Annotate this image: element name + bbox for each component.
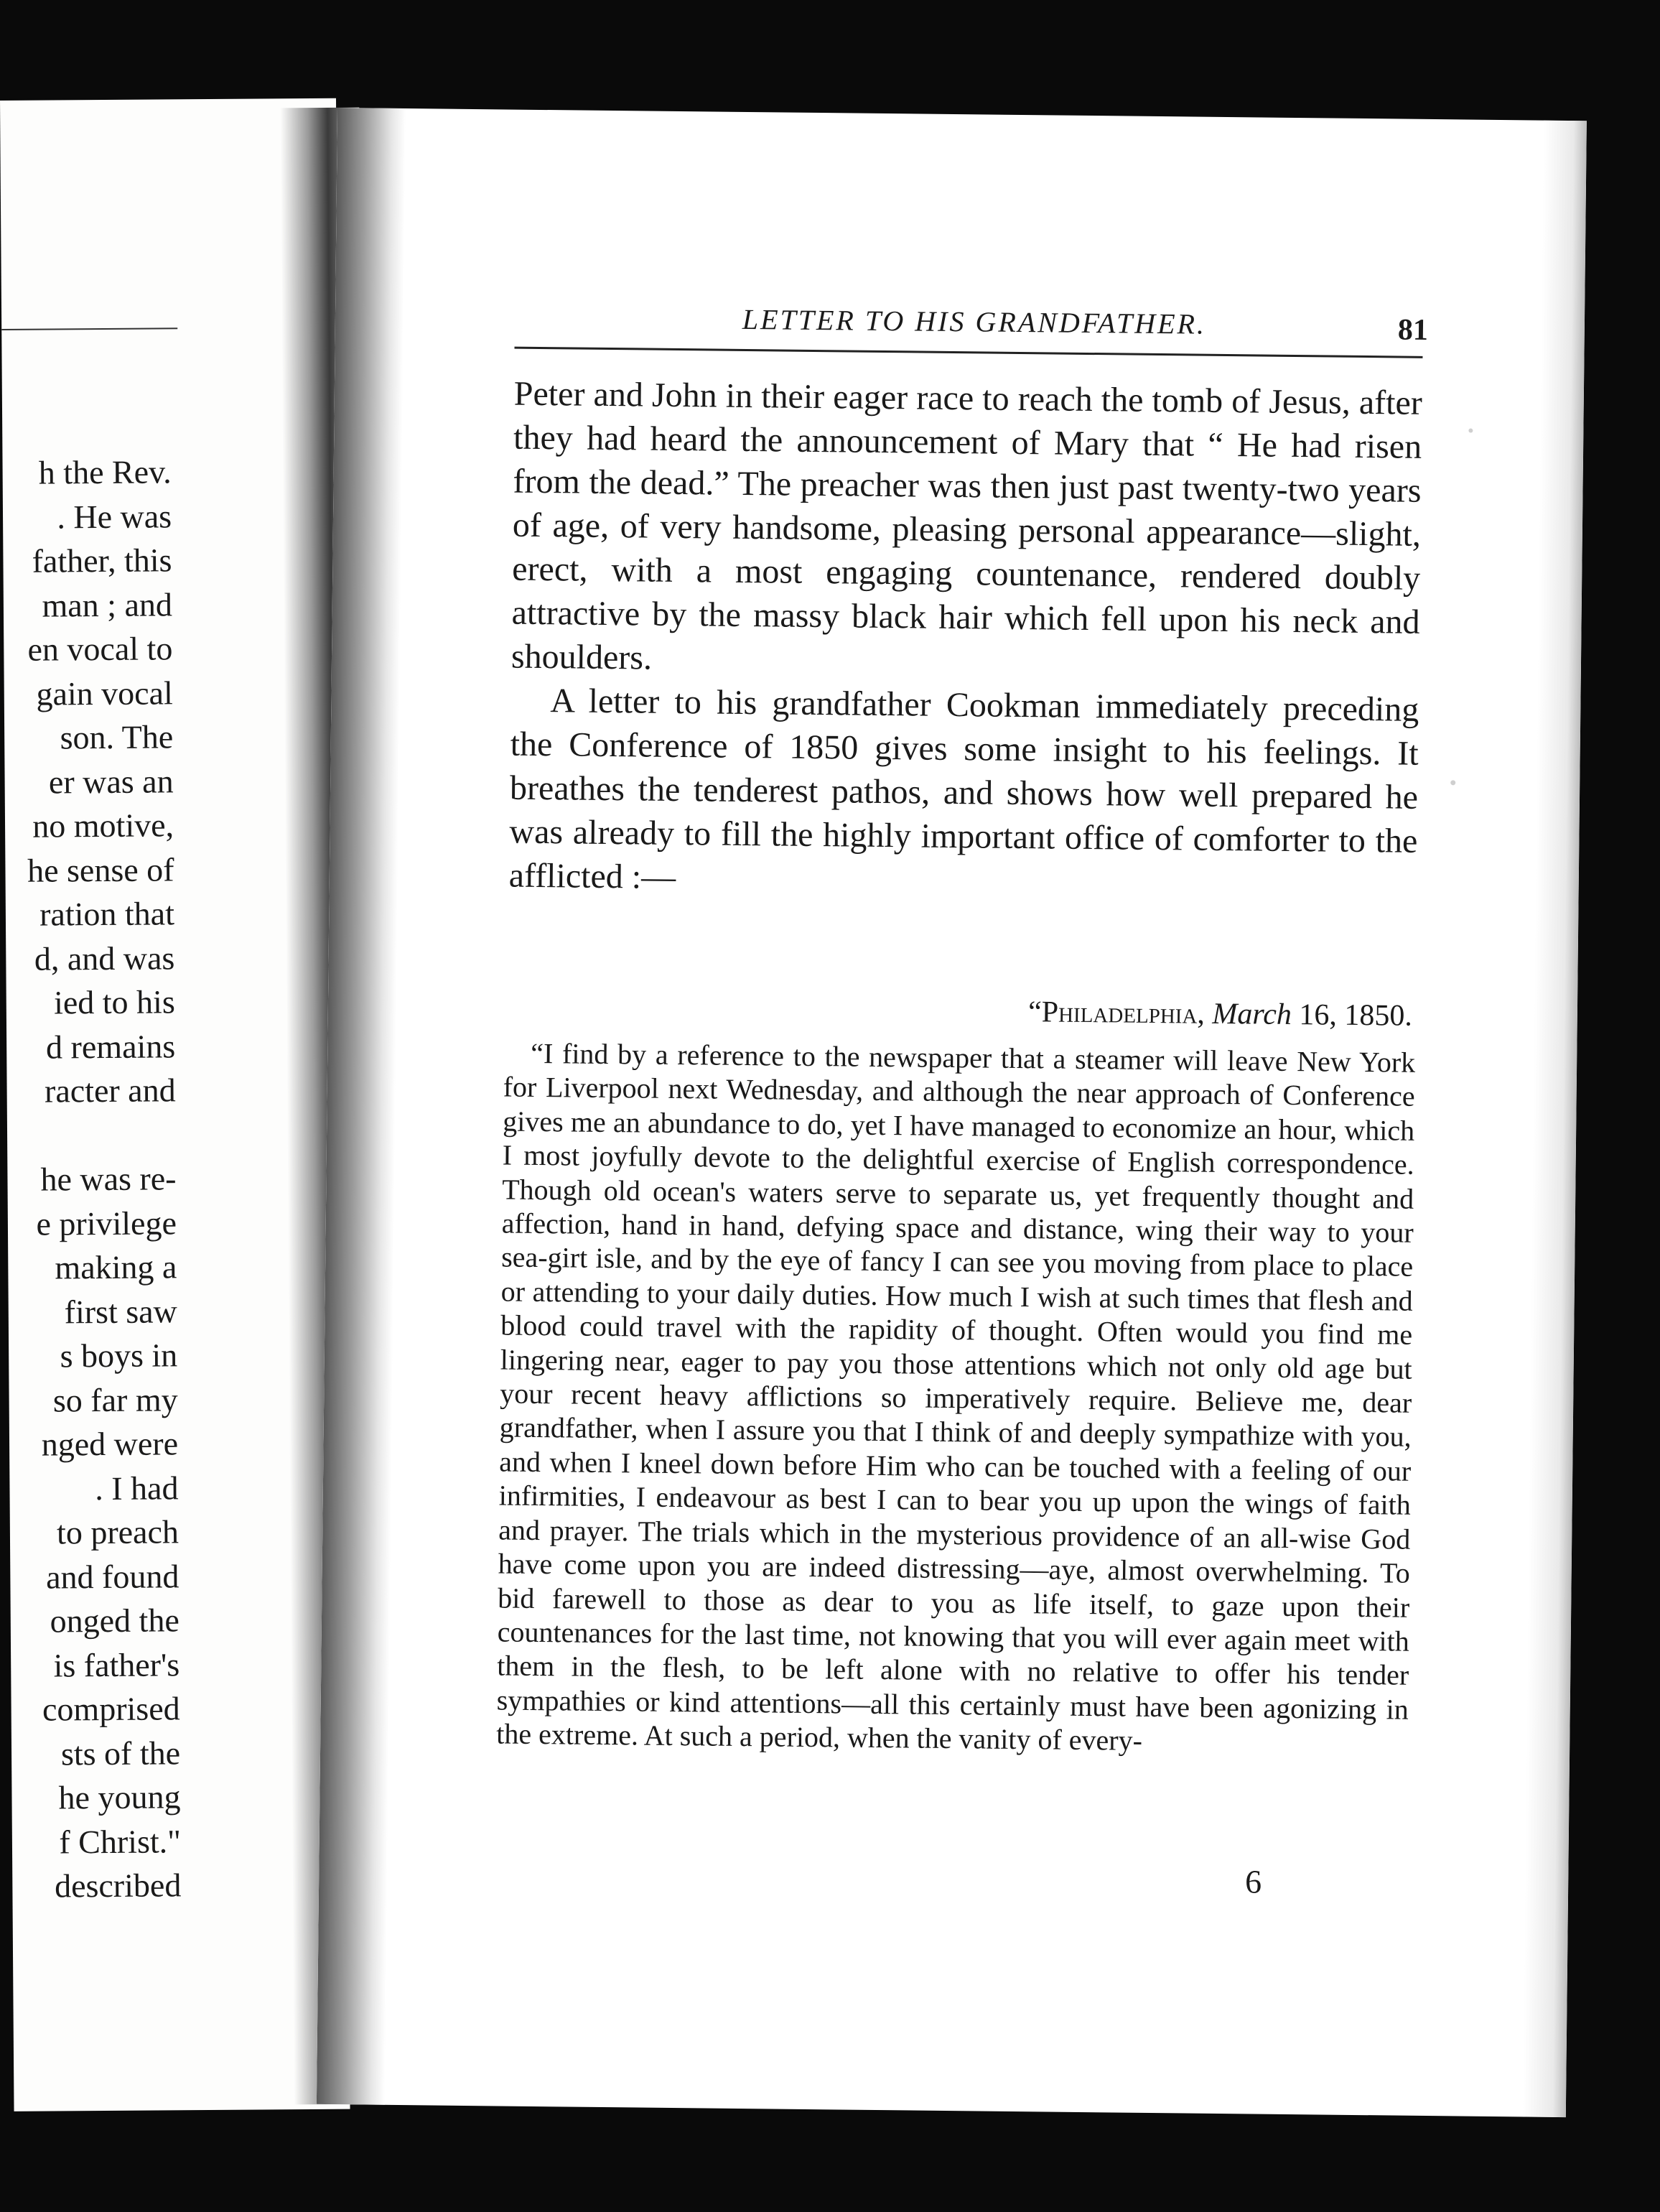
left-line: and found <box>45 1557 179 1596</box>
left-line: ration that <box>39 895 175 933</box>
left-line: comprised <box>42 1690 180 1728</box>
left-line: d remains <box>45 1027 176 1066</box>
left-line: . He was <box>57 497 172 535</box>
left-line: h the Rev. <box>38 453 172 491</box>
left-line: so far my <box>52 1380 178 1419</box>
paragraph: Peter and John in their eager race to reach the tomb of Jesus, after they had heard the announcement of Mary that “ He had risen from the dead.” The preacher was then just past twenty-two years of age, of very handsome, pleasing personal appearance—slight, erect, with a most engaging countenance, rendered doubly attractive by the massy black hair which fell upon his neck and shoulders. <box>510 374 1423 677</box>
left-line: man ; and <box>42 585 173 624</box>
left-line: making a <box>55 1248 177 1286</box>
left-page-text <box>2 450 181 1908</box>
left-line: described <box>54 1867 182 1905</box>
left-line: e privilege <box>36 1204 177 1242</box>
left-line: no motive, <box>32 807 174 845</box>
left-line: nged were <box>41 1425 179 1463</box>
left-line: ied to his <box>53 983 175 1021</box>
body-text <box>508 372 1422 907</box>
header-rule <box>514 347 1422 358</box>
left-line: s boys in <box>60 1337 178 1375</box>
left-line: er was an <box>48 762 174 801</box>
left-line: onged the <box>50 1602 179 1640</box>
running-head: LETTER TO HIS GRANDFATHER. <box>742 302 1207 340</box>
page-edge-shadow <box>1523 121 1587 2117</box>
left-line: he was re- <box>40 1160 177 1198</box>
left-line: to preach <box>56 1513 179 1551</box>
left-line: he young <box>58 1778 181 1816</box>
left-line: is father's <box>53 1645 180 1684</box>
left-line: en vocal to <box>27 630 173 668</box>
signature-mark: 6 <box>1244 1863 1262 1900</box>
left-line <box>7 1112 176 1158</box>
letter-body: “I find by a reference to the newspaper that a steamer will leave New York for Liverpool next Wednesday, and although the near approach of Conference gives me an abundance to do, yet I have managed to economize an hour, which I most joyfully devote to the delightful exercise of English correspondence. Though old ocean's waters serve to separate us, yet frequently thought and affection, hand in hand, defying space and distance, wing their way to your sea-girt isle, and by the eye of fancy I can see you moving from place to place or attending to your daily duties. How much I wish at such times that flesh and blood could travel with the rapidity of thought. Often would you find me lingering near, eager to pay you those attentions which not only old age but your recent heavy afflictions so imperatively require. Believe me, dear grandfather, when I assure you that I think of and deeply sympathize with you, and when I kneel down before Him who can be touched with a feeling of our infirmities, I endeavour as best I can to bear you up upon the wings of faith and prayer. The trials which in the mysterious providence of an all-wise God have come upon you are indeed distressing—aye, almost overwhelming. To bid farewell to those as dear to you as life itself, to gaze upon their countenances for the last time, not knowing that you will ever again meet with them in the flesh, to be left alone with no relative to offer his tender sympathies or kind attentions—all this certainly must have been agonizing in the extreme. At such a period, when the vanity of every- <box>496 1036 1416 1757</box>
left-line: f Christ." <box>59 1822 182 1860</box>
letter-dateline <box>508 990 1412 1033</box>
left-line: son. The <box>60 718 174 756</box>
dateline-year: 16, 1850. <box>1299 998 1413 1033</box>
dateline-month: March <box>1212 997 1292 1031</box>
left-line: d, and was <box>34 939 175 977</box>
left-line: first saw <box>64 1292 177 1330</box>
dateline-place: “Philadelphia, <box>1027 995 1206 1031</box>
left-line: racter and <box>44 1072 176 1110</box>
left-line: sts of the <box>60 1734 181 1772</box>
paragraph: A letter to his grandfather Cookman immediately preceding the Conference of 1850 gives some insight to his feelings. It breathes the tenderest pathos, and shows how well prepared he was already to fill the highly important office of comforter to the afflicted :— <box>508 682 1419 896</box>
left-line: gain vocal <box>36 674 173 712</box>
left-line: . I had <box>95 1469 179 1507</box>
left-line: he sense of <box>27 850 174 889</box>
left-line: father, this <box>32 542 172 580</box>
paper-speck <box>1468 429 1473 433</box>
paper-speck <box>1450 780 1455 785</box>
page-number: 81 <box>1397 313 1429 347</box>
right-page <box>317 108 1587 2117</box>
left-page-rule <box>1 327 177 330</box>
